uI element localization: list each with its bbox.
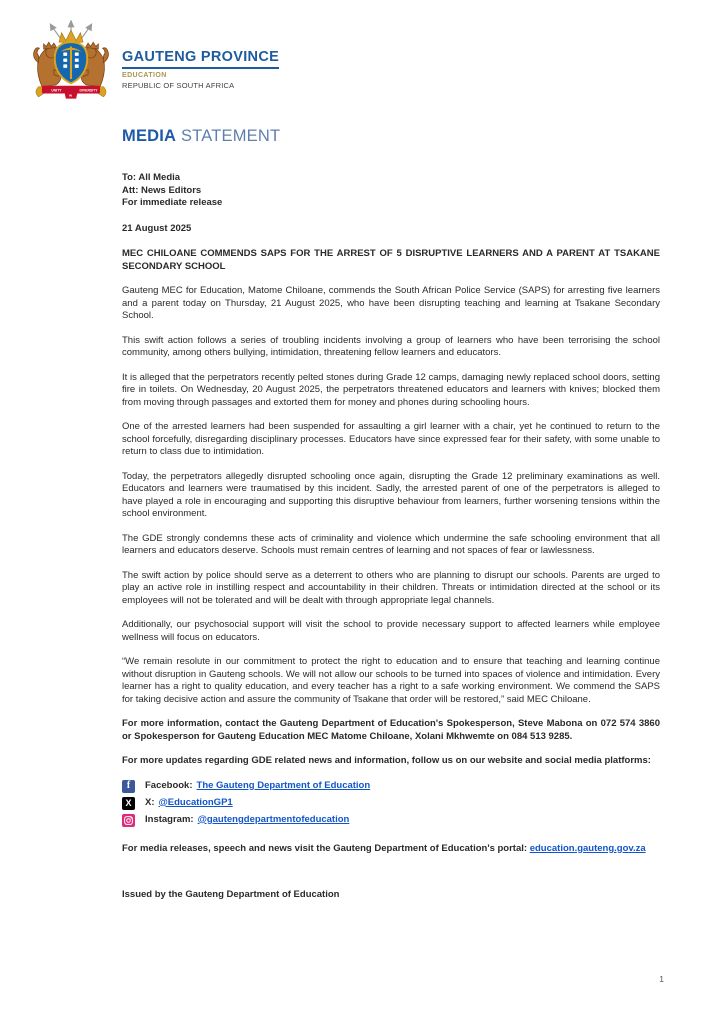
x-link[interactable]: @EducationGP1 bbox=[158, 796, 233, 808]
portal-paragraph bbox=[122, 843, 660, 856]
svg-text:DIVERSITY: DIVERSITY bbox=[79, 88, 98, 93]
body-paragraph-5: Today, the perpetrators allegedly disrupted schooling once again, disrupting the Grade 12 preliminary examinations as well. Educators and learners were traumatised by this incident. Sadly, the arrested parent of one of the perpetrators is alleged to have played a role in encouraging and supporting this disruptive behaviour from learners, further worsening tensions within the school environment. bbox=[122, 470, 660, 519]
body-paragraph-9-quote: “We remain resolute in our commitment to protect the right to education and to ensure that teaching and learning continue without disruption in Gauteng schools. We will not allow our schools to be turned into spaces of violence and intimidation. Every learner has a right to quality education, and every teacher has a right to a safe working environment. We commend the SAPS for taking decisive action and assure the community of Tsakane that order will be restored,” said MEC Chiloane. bbox=[122, 656, 660, 705]
x-icon: X bbox=[122, 797, 135, 810]
page-number: 1 bbox=[659, 974, 664, 984]
portal-link[interactable]: education.gauteng.gov.za bbox=[529, 842, 646, 854]
instagram-label: Instagram: bbox=[145, 813, 194, 825]
to-line: To: All Media bbox=[122, 172, 181, 183]
crest-motto-in: IN bbox=[68, 93, 72, 98]
statement-date: 21 August 2025 bbox=[122, 222, 192, 234]
crest-crown bbox=[59, 30, 83, 42]
facebook-icon: f bbox=[122, 780, 135, 793]
x-row bbox=[122, 795, 660, 812]
body-paragraph-7: The swift action by police should serve as a deterrent to others who are planning to disrupt our schools. Parents are urged to play an active role in instilling respect and accountability in their children. Threats or intimidation directed at the school or its employees will not be tolerated and will be dealt with through appropriate legal channels. bbox=[122, 569, 660, 606]
letterhead-text bbox=[122, 20, 279, 90]
social-media-links bbox=[122, 778, 660, 829]
crest-motto-unity: UNITY bbox=[51, 88, 62, 93]
body-paragraph-6: The GDE strongly condemns these acts of criminality and violence which undermine the safe schooling environment that all learners and educators deserve. Schools must remain centres of learning and not spaces of fear or lawlessness. bbox=[122, 532, 660, 556]
gauteng-coat-of-arms-logo bbox=[28, 20, 114, 102]
updates-paragraph: For more updates regarding GDE related news and information, follow us on our website and social media platforms: bbox=[122, 755, 651, 766]
title-media: MEDIA bbox=[122, 127, 177, 145]
release-line: For immediate release bbox=[122, 197, 223, 208]
x-label: X: bbox=[145, 796, 155, 808]
title-statement: STATEMENT bbox=[180, 127, 281, 145]
body-paragraph-8: Additionally, our psychosocial support will visit the school to provide necessary support to affected learners while employee wellness will focus on educators. bbox=[122, 619, 660, 643]
body-paragraph-4: One of the arrested learners had been suspended for assaulting a girl learner with a chair, yet he continued to return to the school forcefully, disregarding disciplinary processes. Educators have since expressed fear for their safety, with some unable to return to class due to intimidation. bbox=[122, 421, 660, 457]
issued-by-line: Issued by the Gauteng Department of Education bbox=[122, 889, 340, 900]
instagram-link[interactable]: @gautengdepartmentofeducation bbox=[197, 813, 350, 825]
department-name: EDUCATION bbox=[122, 72, 167, 79]
instagram-row bbox=[122, 812, 660, 829]
document-body bbox=[122, 126, 660, 902]
document-title bbox=[122, 126, 660, 146]
body-paragraph-2: This swift action follows a series of troubling incidents involving a group of learners who have been terrorising the school community, among others bullying, intimidation, threatening fellow learners and educators. bbox=[122, 334, 660, 358]
facebook-label: Facebook: bbox=[145, 779, 193, 791]
facebook-link[interactable]: The Gauteng Department of Education bbox=[196, 779, 371, 791]
instagram-icon bbox=[122, 814, 135, 827]
body-paragraph-3: It is alleged that the perpetrators recently pelted stones during Grade 12 camps, damaging newly replaced school doors, setting fire in toilets. On Wednesday, 20 August 2025, the perpetrators threatened educators and learners with knives; blocked them from moving through passages and extorted them for money and phones during schooling hours. bbox=[122, 371, 660, 408]
statement-headline: MEC CHILOANE COMMENDS SAPS FOR THE ARREST OF 5 DISRUPTIVE LEARNERS AND A PARENT AT TSAKANE SECONDARY SCHOOL bbox=[122, 248, 660, 272]
facebook-row bbox=[122, 778, 660, 795]
province-name: GAUTENG PROVINCE bbox=[122, 49, 279, 69]
body-paragraph-1: Gauteng MEC for Education, Matome Chiloane, commends the South African Police Service (SAPS) for arresting five learners and a parent today on Thursday, 21 August 2025, who have been disrupting teaching and learning at Tsakane Secondary School. bbox=[122, 285, 660, 321]
att-line: Att: News Editors bbox=[122, 184, 202, 196]
country-name: REPUBLIC OF SOUTH AFRICA bbox=[122, 81, 235, 90]
distribution-block bbox=[122, 172, 660, 210]
letterhead bbox=[28, 20, 279, 102]
crest-motto-banner bbox=[36, 86, 106, 99]
contact-paragraph: For more information, contact the Gauteng Department of Education's Spokesperson, Steve Mabona on 072 574 3860 or Spokesperson for Gauteng Education MEC Matome Chiloane, Xolani Mkhwemte on 084 513 9285. bbox=[122, 718, 660, 742]
portal-text: For media releases, speech and news visit the Gauteng Department of Education's portal: bbox=[122, 842, 528, 854]
